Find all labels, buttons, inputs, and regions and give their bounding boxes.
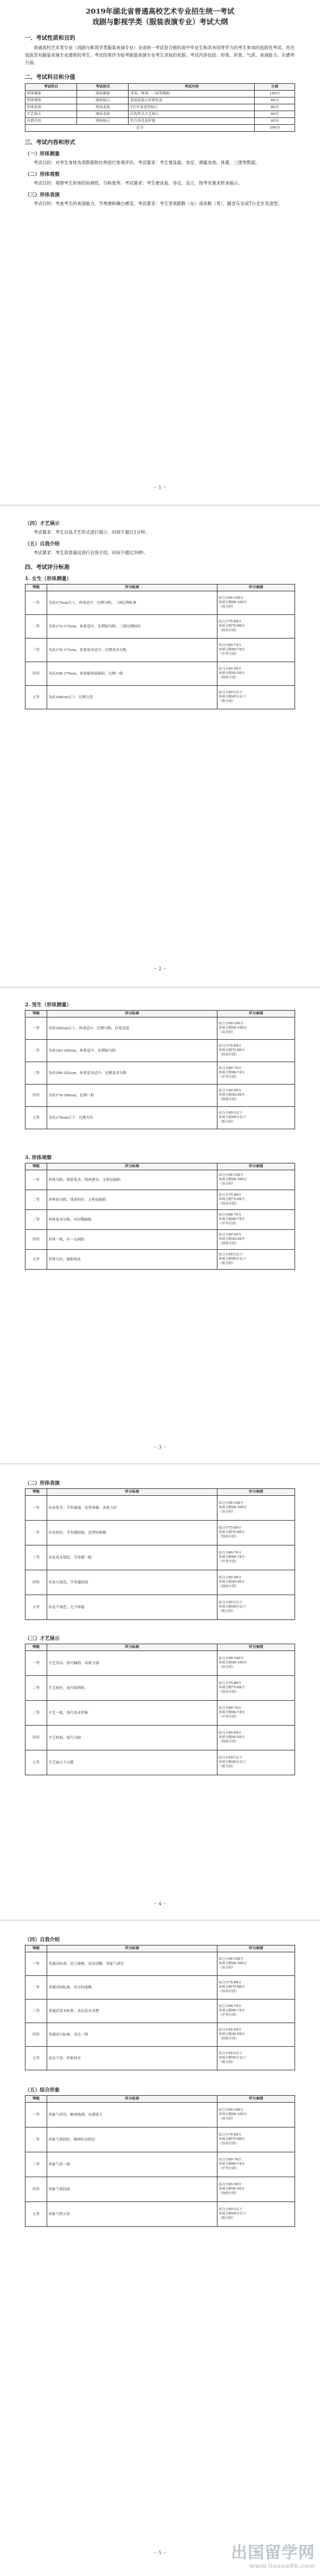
table-row: 五等 身高178cm以下，比例欠佳 综合分45分以下 单项分数45分以下 （低分段） <box>25 1107 295 1129</box>
col-score: 分值 <box>255 84 295 91</box>
watermark-logo: 出国留学网 www.liuxue86.com <box>231 2544 315 2570</box>
table-row: 自我介绍 现场展示 语言表达及形象 40分 <box>25 118 295 125</box>
table-row: 一等 才艺突出，技巧娴熟，表现力强 综合分90-100分 单项分数90-100分 （高分段） <box>25 1651 295 1676</box>
table-row: 一等 普通话标准，语言流畅，表达清晰，形象气质好 综合分90-100分 单项分数90-100分 （高分段） <box>25 1952 295 1976</box>
table-row: 三等 形象气质一般 综合分60-74分 单项分数60-74分 （中等分段） <box>25 2152 295 2177</box>
sec4-heading: 四、考试评分标准 <box>25 565 70 571</box>
voice-heading: （四）自我介绍 <box>25 1936 60 1942</box>
observe-heading: 3. 形体观察 <box>25 1154 52 1160</box>
page-separator <box>0 1919 320 1921</box>
table-row: 才艺展示 现场表演 自选形式才艺展示 40分 <box>25 111 295 118</box>
table-row: 一等 身高175cm以上，体重适中，比例匀称，三围比例标准 综合分90-100分 单项分数90-100分 （高分段） <box>25 591 295 615</box>
sec1-heading: 一、考试性质和目的 <box>25 35 76 42</box>
title-line-1: 2019年湖北省普通高校艺术专业招生统一考试 <box>85 7 234 16</box>
attitude-heading: （五）综合形象 <box>25 2087 60 2093</box>
page-5 <box>25 1932 295 2227</box>
table-row-total: 总分 300分 <box>25 125 295 132</box>
table-row: 二等 形体较匀称，线条较好，无明显缺陷 综合分75-89分 单项分数75-89分 （较高分段） <box>25 1190 295 1210</box>
table-row: 五等 形象气质欠佳 综合分45分以下 单项分数45分以下 （低分段） <box>25 2202 295 2227</box>
subjects-table <box>25 83 295 132</box>
table-row: 三等 步态基本规范，节奏感一般 综合分60-74分 单项分数60-74分 （中等分段） <box>25 1545 295 1570</box>
talent-heading: （三）才艺展示 <box>25 1635 60 1641</box>
female-grade-table: 等级 评分标准 评分参照 一等 身高175cm以上，体重适中，比例匀称，三围比例标准 综合分90-100分 单项分数90-100分 （高分段） 二等 身高172-175cm，体重适中，比例较匀称，三围比例较好 综合分75-89分 单项分数75-89分 （较高分段） 三等 身高170-172cm，体重基本适中，比例基本匀称 综合分60-74分 单项分数60-74分 （中等分段） 四等 身高168-170cm，体重偏重或偏轻，比例一般 综合分45-59分 单项分数45-59分 （较低分段） 五等 身高168cm以下，比例欠佳 综合分45分以下 单项分数45分以下 （低分段） <box>25 584 295 709</box>
page-number: － 4 － <box>153 1901 167 1906</box>
table-row: 四等 身高178-180cm，比例一般 综合分45-59分 单项分数45-59分 （较低分段） <box>25 1085 295 1107</box>
page-number: － 5 － <box>153 2551 167 2556</box>
table-row: 三等 普通话基本标准，表达基本清楚 综合分60-74分 单项分数60-74分 （中等分段） <box>25 2000 295 2023</box>
col-subject: 考试科目 <box>25 84 77 91</box>
table-row: 形体表演 现场表演 T台步及造型展示 60分 <box>25 104 295 111</box>
sec3-item-heading: （五）自我介绍 <box>25 540 60 547</box>
col-form: 考试形式 <box>77 84 129 91</box>
table-row: 二等 身高183-185cm，体重适中，比例较匀称 综合分75-89分 单项分数75-89分 （较高分段） <box>25 1040 295 1062</box>
doc-title <box>25 6 295 27</box>
sec3-item-text: 考试目的：观察考生形体的协调性、匀称度等。考试要求：考生着泳装，赤足，站立，按考官要求转身展示。 <box>34 181 242 186</box>
table-row: 形体观察 现场展示 着泳装展示形体状态 60分 <box>25 98 295 104</box>
table-row: 三等 形体基本匀称，有轻微缺陷 综合分60-74分 单项分数60-74分 （中等分段） <box>25 1210 295 1230</box>
sec3-item-heading: （一）形体测量 <box>25 150 60 157</box>
sec3-item-text: 考试目的：对考生身体各项数据和比例进行客观评价。考试要求：考生着泳装，赤足，测量身高、体重、三围等数据。 <box>34 160 260 165</box>
table-row: 二等 形象气质较好，精神状态较好 综合分75-89分 单项分数75-89分 （较高分段） <box>25 2128 295 2152</box>
table-row: 四等 才艺较弱，技巧欠缺 综合分45-59分 单项分数45-59分 （较低分段） <box>25 1726 295 1750</box>
table-row: 三等 身高170-172cm，体重基本适中，比例基本匀称 综合分60-74分 单项分数60-74分 （中等分段） <box>25 639 295 662</box>
perform-grade-table: 等级 评分标准 评分参照 一等 步态优美，节奏感强，造型准确，表现力好 综合分90-100分 单项分数90-100分 （高分段） 二等 步态较好，节奏感较强，造型较准确 综合分75-89分 单项分数75-89分 （较高分段） 三等 步态基本规范，节奏感一般 综合分60-74分 单项分数60-74分 （中等分段） 四等 步态欠规范，节奏感较弱 综合分45-59分 单项分数45-59分 （较低分段） 五等 步态不规范，无节奏感 综合分45分以下 单项分数45分以下 （低分段） <box>25 1488 295 1620</box>
page-separator <box>0 504 320 506</box>
page-3 <box>25 997 295 1270</box>
table-row: 一等 身高185cm以上，体重适中，比例匀称，肩宽适度 综合分90-100分 单项分数90-100分 （高分段） <box>25 1017 295 1040</box>
table-row: 四等 形象气质较弱 综合分45-59分 单项分数45-59分 （较低分段） <box>25 2177 295 2202</box>
table-row: 四等 形体一般，有一定缺陷 综合分45-59分 单项分数45-59分 （较低分段） <box>25 1230 295 1250</box>
sec2-heading: 二、考试科目和分值 <box>25 75 76 81</box>
page-2 <box>25 516 295 709</box>
perform-heading: （二）形体表演 <box>25 1480 60 1486</box>
page-number: － 3 － <box>153 1445 167 1450</box>
table-row: 形体测量 现场测量 身高、体重、三围等数据 100分 <box>25 91 295 98</box>
table-row: 四等 身高168-170cm，体重偏重或偏轻，比例一般 综合分45-59分 单项分数45-59分 （较低分段） <box>25 662 295 686</box>
sec3-item-text: 考试目的：考查考生的表现能力、节奏感和舞台感觉。考试要求：考生穿高跟鞋（女）或皮鞋（男），随音乐完成T台走步及造型。 <box>34 201 283 206</box>
sec3-item-text: 考试要求：考生用普通话进行自我介绍，时间不超过30秒。 <box>34 550 148 555</box>
sec3-item-text: 考试要求：考生自选才艺形式进行展示，时间不超过1分钟。 <box>34 530 150 535</box>
sec3-item-heading: （三）形体表演 <box>25 191 60 198</box>
observe-grade-table: 等级 评分标准 评分参照 一等 形体匀称，线条优美，肌肉紧实，无明显缺陷 综合分90-100分 单项分数90-100分 （高分段） 二等 形体较匀称，线条较好，无明显缺陷 综合分75-89分 单项分数75-89分 （较高分段） 三等 形体基本匀称，有轻微缺陷 综合分60-74分 单项分数60-74分 （中等分段） 四等 形体一般，有一定缺陷 综合分45-59分 单项分数45-59分 （较低分段） 五等 形体欠佳，缺陷明显 综合分45分以下 单项分数45分以下 （低分段） <box>25 1163 295 1270</box>
female-heading: 1. 女生（形体测量） <box>25 575 72 581</box>
table-row: 二等 身高172-175cm，体重适中，比例较匀称，三围比例较好 综合分75-89分 单项分数75-89分 （较高分段） <box>25 615 295 639</box>
page-number: － 1 － <box>153 485 167 490</box>
table-row: 二等 才艺较好，技巧较熟练 综合分75-89分 单项分数75-89分 （较高分段） <box>25 1676 295 1701</box>
voice-grade-table: 等级 评分标准 评分参照 一等 普通话标准，语言流畅，表达清晰，形象气质好 综合分90-100分 单项分数90-100分 （高分段） 二等 普通话较标准，语言较流畅 综合分75-89分 单项分数75-89分 （较高分段） 三等 普通话基本标准，表达基本清楚 综合分60-74分 单项分数60-74分 （中等分段） 四等 普通话欠标准，表达一般 综合分45-59分 单项分数45-59分 （较低分段） 五等 表达不清，形象较差 综合分45分以下 单项分数45分以下 （低分段） <box>25 1945 295 2070</box>
male-grade-table: 等级 评分标准 评分参照 一等 身高185cm以上，体重适中，比例匀称，肩宽适度 综合分90-100分 单项分数90-100分 （高分段） 二等 身高183-185cm，体重适中，比例较匀称 综合分75-89分 单项分数75-89分 （较高分段） 三等 身高180-183cm，体重基本适中，比例基本匀称 综合分60-74分 单项分数60-74分 （中等分段） 四等 身高178-180cm，比例一般 综合分45-59分 单项分数45-59分 （较低分段） 五等 身高178cm以下，比例欠佳 综合分45分以下 单项分数45分以下 （低分段） <box>25 1010 295 1129</box>
sec1-text: 普通高校艺术类专业（戏剧与影视学类服装表演专业）全省统一考试是合格的高中毕业生和具有同等学力的考生参加的选拔性考试。旨在选拔具有服装表演专业潜质的考生，考试结果作为报考服装表演专业考生录取的依据。考试内容包括：形体、形象、气质、表演能力、乐感等方面。 <box>25 45 295 65</box>
table-row: 五等 表达不清，形象较差 综合分45分以下 单项分数45分以下 （低分段） <box>25 2047 295 2070</box>
table-row: 一等 形象气质佳，精神饱满，有感染力 综合分90-100分 单项分数90-100分 （高分段） <box>25 2103 295 2128</box>
table-row: 五等 才艺展示不完整 综合分45分以下 单项分数45分以下 （低分段） <box>25 1750 295 1775</box>
table-row: 五等 身高168cm以下，比例欠佳 综合分45分以下 单项分数45分以下 （低分段） <box>25 686 295 709</box>
table-row: 一等 形体匀称，线条优美，肌肉紧实，无明显缺陷 综合分90-100分 单项分数90-100分 （高分段） <box>25 1170 295 1190</box>
table-row: 四等 普通话欠标准，表达一般 综合分45-59分 单项分数45-59分 （较低分段） <box>25 2023 295 2047</box>
col-content: 考试内容 <box>129 84 255 91</box>
page-separator <box>0 1463 320 1465</box>
page-1 <box>25 0 295 207</box>
page-separator <box>0 986 320 988</box>
talent-grade-table: 等级 评分标准 评分参照 一等 才艺突出，技巧娴熟，表现力强 综合分90-100分 单项分数90-100分 （高分段） 二等 才艺较好，技巧较熟练 综合分75-89分 单项分数75-89分 （较高分段） 三等 才艺一般，技巧基本掌握 综合分60-74分 单项分数60-74分 （中等分段） 四等 才艺较弱，技巧欠缺 综合分45-59分 单项分数45-59分 （较低分段） 五等 才艺展示不完整 综合分45分以下 单项分数45分以下 （低分段） <box>25 1644 295 1775</box>
page-number: － 2 － <box>153 967 167 972</box>
title-line-2: 戏剧与影视学类（服装表演专业）考试大纲 <box>92 17 228 26</box>
attitude-grade-table: 等级 评分标准 评分参照 一等 形象气质佳，精神饱满，有感染力 综合分90-100分 单项分数90-100分 （高分段） 二等 形象气质较好，精神状态较好 综合分75-89分 单项分数75-89分 （较高分段） 三等 形象气质一般 综合分60-74分 单项分数60-74分 （中等分段） 四等 形象气质较弱 综合分45-59分 单项分数45-59分 （较低分段） 五等 形象气质欠佳 综合分45分以下 单项分数45分以下 （低分段） <box>25 2095 295 2227</box>
table-row: 三等 才艺一般，技巧基本掌握 综合分60-74分 单项分数60-74分 （中等分段） <box>25 1701 295 1726</box>
table-row: 三等 身高180-183cm，体重基本适中，比例基本匀称 综合分60-74分 单项分数60-74分 （中等分段） <box>25 1062 295 1085</box>
table-row: 五等 步态不规范，无节奏感 综合分45分以下 单项分数45分以下 （低分段） <box>25 1595 295 1620</box>
page-4 <box>25 1475 295 1775</box>
sec3-item-heading: （四）才艺展示 <box>25 520 60 526</box>
table-row: 二等 步态较好，节奏感较强，造型较准确 综合分75-89分 单项分数75-89分 （较高分段） <box>25 1521 295 1545</box>
table-row: 一等 步态优美，节奏感强，造型准确，表现力好 综合分90-100分 单项分数90-100分 （高分段） <box>25 1496 295 1521</box>
table-row: 四等 步态欠规范，节奏感较弱 综合分45-59分 单项分数45-59分 （较低分段） <box>25 1570 295 1595</box>
table-row: 五等 形体欠佳，缺陷明显 综合分45分以下 单项分数45分以下 （低分段） <box>25 1250 295 1270</box>
sec3-item-heading: （二）形体观察 <box>25 171 60 177</box>
table-row: 二等 普通话较标准，语言较流畅 综合分75-89分 单项分数75-89分 （较高分段） <box>25 1976 295 2000</box>
sec3-heading: 三、考试内容和形式 <box>25 140 76 146</box>
male-heading: 2. 男生（形体测量） <box>25 1001 72 1008</box>
